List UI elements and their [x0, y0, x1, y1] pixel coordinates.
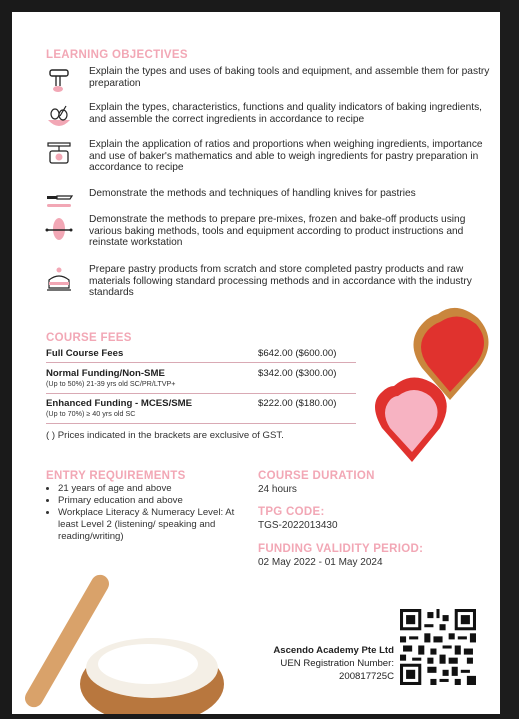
objective-item [44, 139, 494, 183]
requirement-item: • Workplace Literacy & Numeracy Level: At least Level 2 (listening/ speaking and reading/writing) [58, 507, 253, 543]
learning-objectives-heading: LEARNING OBJECTIVES [46, 49, 188, 61]
objective-text: Explain the application of ratios and proportions when weighing ingredients, importance and use of baker's mathematics and able to weigh ingredients for pastry preparation in accordance to recipe [89, 139, 483, 174]
rolling-pin-icon [44, 214, 74, 244]
uen-number: 200817725C [339, 671, 394, 682]
fee-value: $642.00 ($600.00) [258, 348, 337, 359]
fee-row [46, 368, 356, 388]
tpg-code-heading: TPG CODE: [258, 506, 325, 518]
objective-item [44, 214, 494, 258]
company-name: Ascendo Academy Pte Ltd [273, 645, 394, 656]
objective-item [44, 66, 494, 96]
fees-note: ( ) Prices indicated in the brackets are exclusive of GST. [46, 430, 284, 441]
page-edge [500, 0, 519, 719]
fee-value: $222.00 ($180.00) [258, 398, 337, 409]
fee-divider [46, 393, 356, 394]
fee-sub: (Up to 50%) 21-39 yrs old SC/PR/LTVP+ [46, 379, 176, 388]
course-fees-heading: COURSE FEES [46, 332, 132, 344]
objective-text: Demonstrate the methods and techniques of handling knives for pastries [89, 188, 416, 199]
course-duration-heading: COURSE DURATION [258, 470, 375, 482]
objective-text: Demonstrate the methods to prepare pre-mixes, frozen and bake-off products using various baking methods, tools and equipment according to product instructions and reinstate workstation [89, 214, 466, 249]
fee-name: Enhanced Funding - MCES/SME [46, 398, 193, 409]
uen-label: UEN Registration Number: [280, 658, 394, 669]
objective-item [44, 264, 494, 306]
qr-code[interactable] [400, 609, 476, 685]
fee-row [46, 348, 356, 359]
fee-name: Full Course Fees [46, 348, 124, 359]
fee-divider [46, 362, 356, 363]
entry-requirements-heading: ENTRY REQUIREMENTS [46, 470, 186, 482]
requirement-item: • Primary education and above [58, 495, 253, 507]
fee-name: Normal Funding/Non-SME [46, 368, 165, 379]
objective-item [44, 188, 494, 208]
scale-icon [44, 139, 74, 169]
flour-bowl-image [12, 572, 242, 714]
eggs-whisk-icon [44, 102, 74, 132]
objective-text: Explain the types and uses of baking tools and equipment, and assemble them for pastry preparation [89, 66, 490, 89]
brochure-page [12, 12, 500, 714]
cake-icon [44, 264, 74, 294]
funding-validity-heading: FUNDING VALIDITY PERIOD: [258, 543, 424, 555]
funding-validity-value: 02 May 2022 - 01 May 2024 [258, 557, 383, 568]
fee-divider [46, 423, 356, 424]
requirement-item: • 21 years of age and above [58, 483, 253, 495]
course-duration-value: 24 hours [258, 484, 297, 495]
requirements-list [46, 483, 253, 543]
fee-sub: (Up to 70%) ≥ 40 yrs old SC [46, 409, 136, 418]
fee-value: $342.00 ($300.00) [258, 368, 337, 379]
fee-row [46, 398, 356, 418]
objective-item [44, 102, 494, 134]
objective-text: Prepare pastry products from scratch and store completed pastry products and raw materials following standard processing methods and in accordance with the industry standards [89, 264, 472, 299]
heart-cookies-image [368, 304, 500, 480]
footer-address [273, 644, 394, 683]
objective-text: Explain the types, characteristics, functions and quality indicators of baking ingredients, and assemble the correct ingredients in accordance to recipe [89, 102, 482, 125]
mixer-icon [44, 66, 74, 96]
tpg-code-value: TGS-2022013430 [258, 520, 338, 531]
